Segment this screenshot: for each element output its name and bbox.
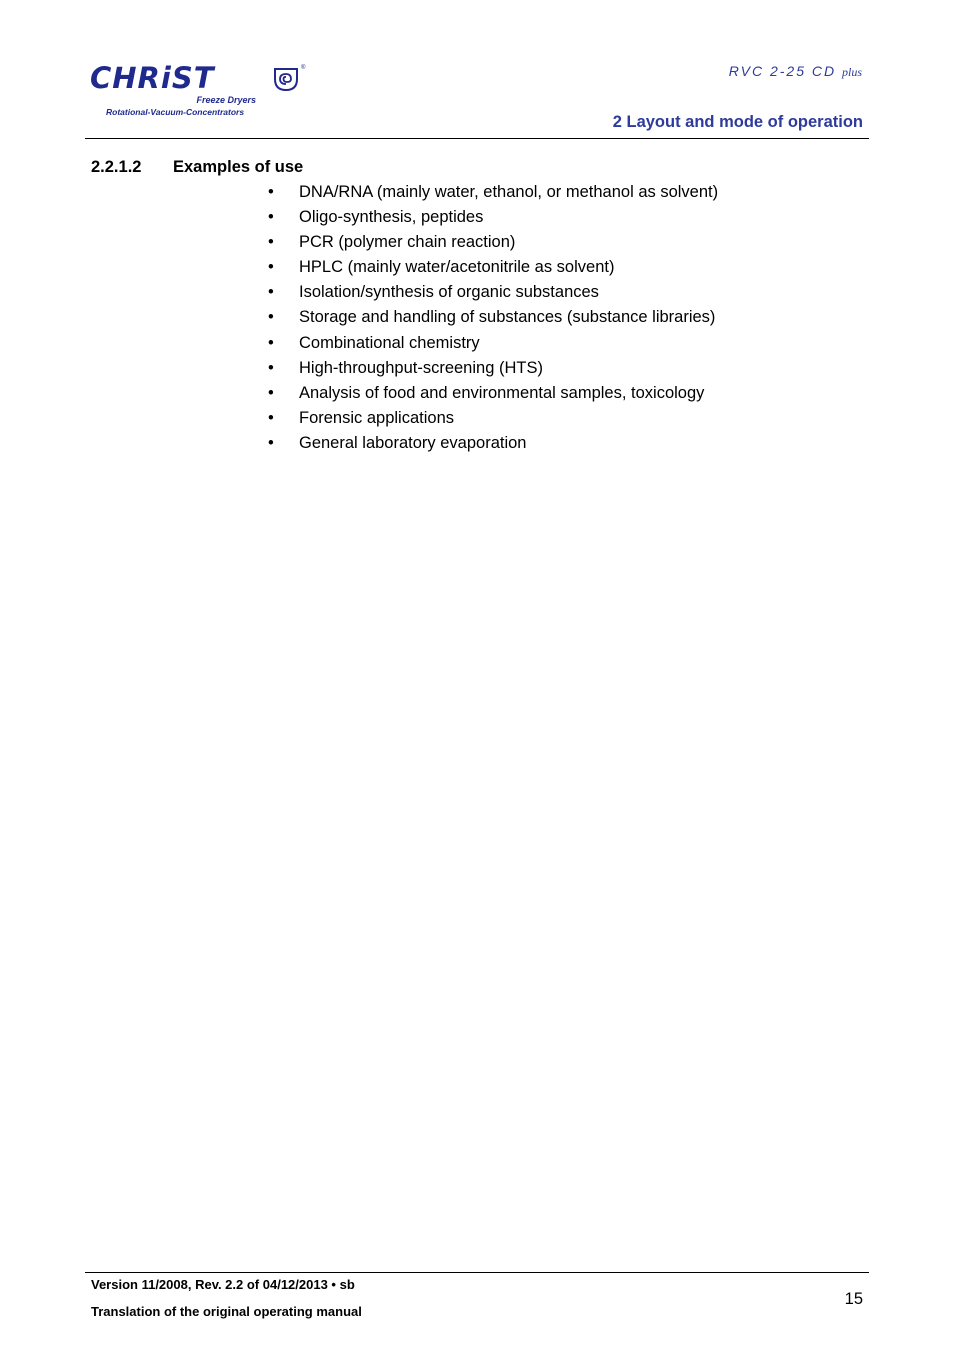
bullet-icon: • <box>268 208 274 227</box>
bullet-icon: • <box>268 183 274 201</box>
footer-note: Translation of the original operating manual <box>91 1304 362 1319</box>
footer-version: Version 11/2008, Rev. 2.2 of 04/12/2013 • sb <box>91 1277 355 1292</box>
section-number: 2.2.1.2 <box>91 158 142 176</box>
page-number: 15 <box>844 1290 863 1308</box>
svg-text:CHRiST: CHRiST <box>90 62 215 94</box>
bullet-icon: • <box>268 433 274 452</box>
bullet-icon: • <box>268 408 274 427</box>
product-name <box>729 63 862 80</box>
bullet-icon: • <box>268 233 274 252</box>
spiral-emblem-icon <box>273 66 299 92</box>
section-title: Examples of use <box>173 158 304 176</box>
footer-divider <box>85 1272 869 1273</box>
bullet-icon: • <box>268 383 274 402</box>
product-model: RVC 2-25 CD <box>728 63 837 79</box>
registered-mark: ® <box>301 65 306 71</box>
christ-wordmark <box>88 62 268 94</box>
product-suffix: plus <box>841 65 862 79</box>
logo-subtitle-freeze-dryers: Freeze Dryers <box>196 95 256 105</box>
bullet-icon: • <box>268 308 274 327</box>
chapter-title: 2 Layout and mode of operation <box>612 113 863 131</box>
header-divider <box>85 138 869 139</box>
bullet-icon: • <box>268 333 274 352</box>
bullet-icon: • <box>268 283 274 302</box>
bullet-icon: • <box>268 358 274 377</box>
bullet-icon: • <box>268 258 274 277</box>
christ-logo <box>88 62 318 120</box>
logo-subtitle-rvc: Rotational-Vacuum-Concentrators <box>106 107 245 117</box>
